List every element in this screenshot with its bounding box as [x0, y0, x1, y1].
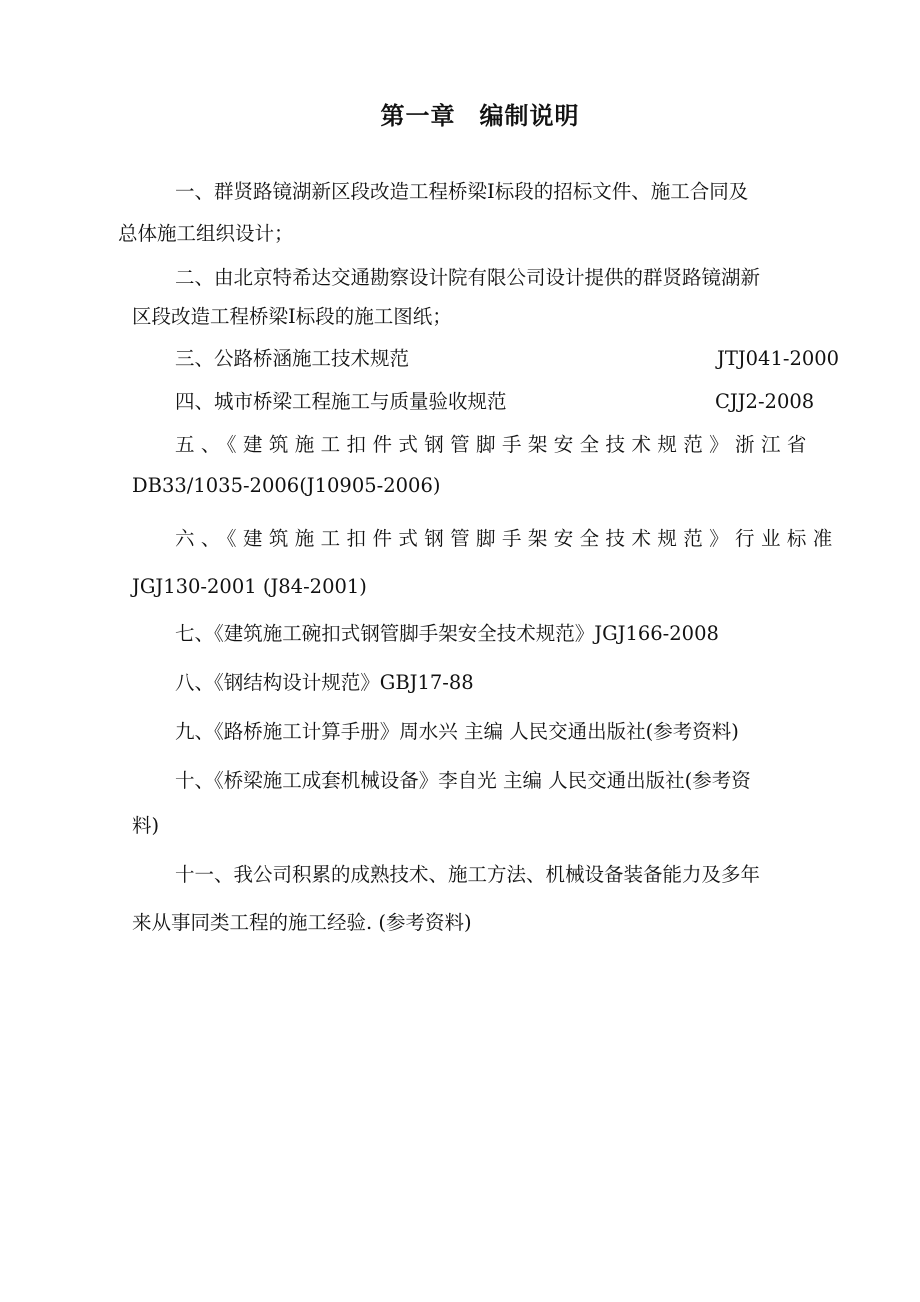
chapter-number: 第一章 [380, 102, 456, 130]
item-1-line-2: 总体施工组织设计； [118, 222, 294, 245]
item-2-line-2: 区段改造工程桥梁Ⅰ标段的施工图纸； [132, 305, 452, 328]
item-4-text: 四、城市桥梁工程施工与质量验收规范 [175, 390, 507, 413]
item-5-line-2: DB33/1035-2006(J10905-2006) [132, 474, 441, 497]
item-2-line-1: 二、由北京特希达交通勘察设计院有限公司设计提供的群贤路镜湖新 [175, 266, 761, 289]
item-6-line-1: 六、《建筑施工扣件式钢管脚手架安全技术规范》行业标准 [175, 527, 839, 550]
item-10-line-1: 十、《桥梁施工成套机械设备》李自光 主编 人民交通出版社(参考资 [175, 769, 751, 792]
item-11-line-1: 十一、我公司积累的成熟技术、施工方法、机械设备装备能力及多年 [175, 863, 761, 886]
item-11-line-2: 来从事同类工程的施工经验. (参考资料) [132, 911, 472, 934]
chapter-heading: 编制说明 [479, 102, 580, 130]
item-10-line-2: 料) [132, 814, 160, 837]
item-5-line-1: 五、《建筑施工扣件式钢管脚手架安全技术规范》浙江省 [175, 433, 813, 456]
item-6-line-2: JGJ130-2001 (J84-2001) [132, 575, 367, 598]
item-9: 九、《路桥施工计算手册》周水兴 主编 人民交通出版社(参考资料) [175, 720, 739, 743]
item-3-text: 三、公路桥涵施工技术规范 [175, 347, 410, 370]
item-8: 八、《钢结构设计规范》GBJ17-88 [175, 671, 474, 694]
item-4-code: CJJ2-2008 [715, 390, 815, 413]
item-7: 七、《建筑施工碗扣式钢管脚手架安全技术规范》JGJ166-2008 [175, 622, 719, 645]
chapter-title [0, 96, 920, 131]
item-3-code: JTJ041-2000 [717, 347, 840, 370]
item-1-line-1: 一、群贤路镜湖新区段改造工程桥梁Ⅰ标段的招标文件、施工合同及 [175, 180, 749, 203]
